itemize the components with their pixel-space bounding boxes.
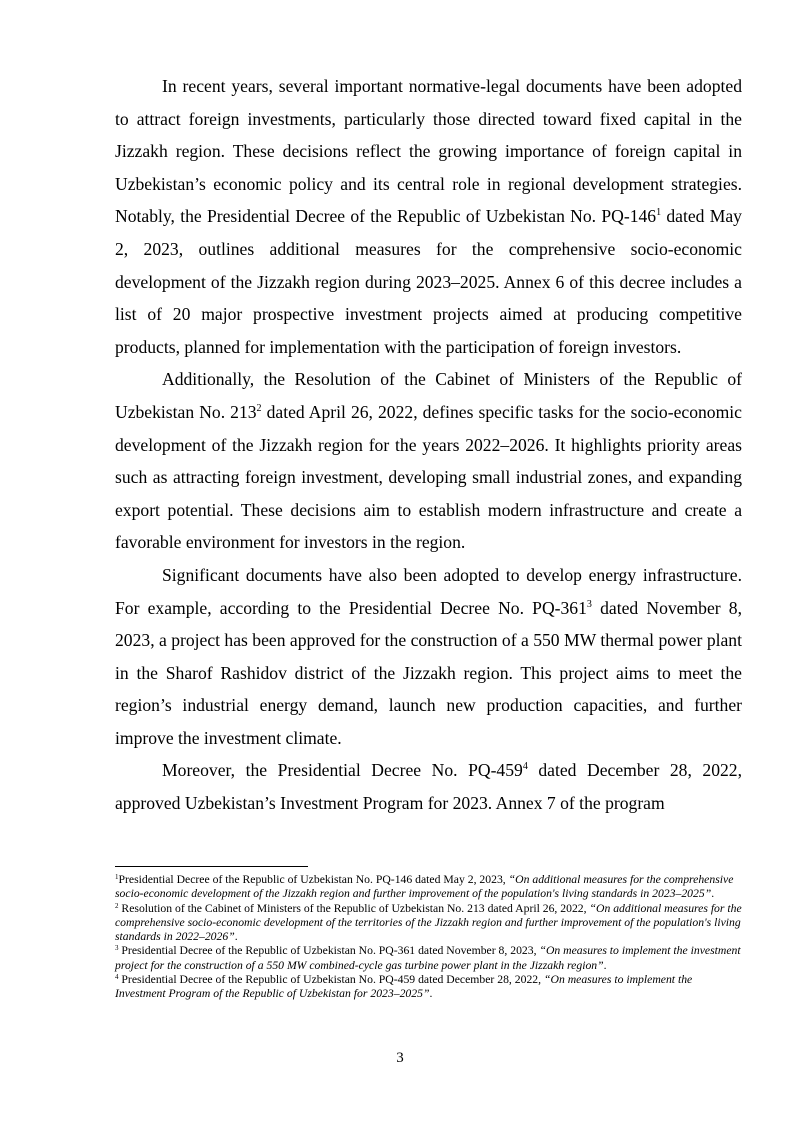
- paragraph: [115, 363, 742, 559]
- footnote-reference[interactable]: 2: [256, 402, 262, 414]
- paragraph-text: dated April 26, 2022, defines specific tasks for the socio-economic development of the Jizzakh region for the years 2022–2026. It highlights priority areas such as attracting foreign investment, developing small industrial zones, and expanding export potential. These decisions aim to establish modern infrastructure and create a favorable environment for investors in the region.: [115, 401, 742, 553]
- footnote-text: Presidential Decree of the Republic of Uzbekistan No. PQ-146 dated May 2, 2023,: [118, 873, 509, 886]
- footnote-title: “On measures to implement the investment project for the construction of a 550 MW combined-cycle gas turbine power plant in the Jizzakh region”: [115, 944, 741, 972]
- footnote-reference[interactable]: 4: [522, 761, 528, 773]
- footnote-number: 1: [115, 873, 119, 881]
- paragraph: [115, 70, 742, 363]
- body-text: [115, 70, 742, 820]
- footnote: [115, 944, 742, 973]
- paragraph-text: dated November 8, 2023, a project has been approved for the construction of a 550 MW thermal power plant in the Sharof Rashidov district of the Jizzakh region. This project aims to meet the region’s industrial energy demand, launch new production capacities, and further improve the investment climate.: [115, 597, 742, 748]
- footnotes: [115, 873, 742, 1002]
- footnote-end: .: [429, 987, 433, 1001]
- paragraph-text: dated May 2, 2023, outlines additional measures for the comprehensive socio-economic development of the Jizzakh region during 2023–2025. Annex 6 of this decree includes a list of 20 major prospective investment projects aimed at producing competitive products, planned for implementation with the participation of foreign investors.: [115, 206, 742, 357]
- footnote: [115, 973, 742, 1002]
- paragraph-text: Additionally, the Resolution of the Cabinet of Ministers of the Republic of Uzbekistan No. 213: [115, 369, 742, 422]
- paragraph-text: Significant documents have also been adopted to develop energy infrastructure. For example, according to the Presidential Decree No. PQ-361: [115, 564, 742, 618]
- footnote-end: .: [603, 958, 607, 972]
- footnote-title: “On additional measures for the comprehensive socio-economic development of the Jizzakh region and further improvement of the population's living standards in 2023–2025”: [115, 873, 734, 901]
- footnote-title: “On additional measures for the comprehensive socio-economic development of the territories of the Jizzakh region and further improvement of the population's living standards in 2022–2026”: [115, 901, 742, 944]
- footnote-end: .: [711, 887, 715, 901]
- paragraph: [115, 559, 742, 755]
- footnote-text: Resolution of the Cabinet of Ministers of the Republic of Uzbekistan No. 213 dated April 26, 2022,: [118, 901, 590, 915]
- footnote-separator: [115, 866, 308, 867]
- footnote: [115, 873, 742, 902]
- footnote-title: “On measures to implement the Investment Program of the Republic of Uzbekistan for 2023–2025”: [115, 973, 693, 1001]
- footnote: [115, 902, 742, 945]
- paragraph-text: Moreover, the Presidential Decree No. PQ-459: [162, 760, 523, 781]
- footnote-reference[interactable]: 1: [656, 207, 662, 219]
- footnote-reference[interactable]: 3: [586, 598, 592, 610]
- footnote-end: .: [234, 930, 238, 944]
- footnote-number: 4: [115, 973, 119, 982]
- paragraph: [115, 754, 742, 819]
- page-number: 3: [396, 1050, 404, 1066]
- footnote-number: 3: [115, 944, 119, 953]
- footnote-text: Presidential Decree of the Republic of Uzbekistan No. PQ-459 dated December 28, 2022,: [118, 973, 544, 987]
- footnote-text: Presidential Decree of the Republic of Uzbekistan No. PQ-361 dated November 8, 2023,: [118, 944, 540, 958]
- paragraph-text: In recent years, several important normative-legal documents have been adopted to attract foreign investments, particularly those directed toward fixed capital in the Jizzakh region. These decisions reflect the growing importance of foreign capital in Uzbekistan’s economic policy and its central role in regional development strategies. Notably, the Presidential Decree of the Republic of Uzbekistan No. PQ-146: [115, 76, 742, 227]
- footnote-number: 2: [115, 901, 119, 910]
- paragraph-text: dated December 28, 2022, approved Uzbekistan’s Investment Program for 2023. Annex 7 of the program: [115, 760, 742, 814]
